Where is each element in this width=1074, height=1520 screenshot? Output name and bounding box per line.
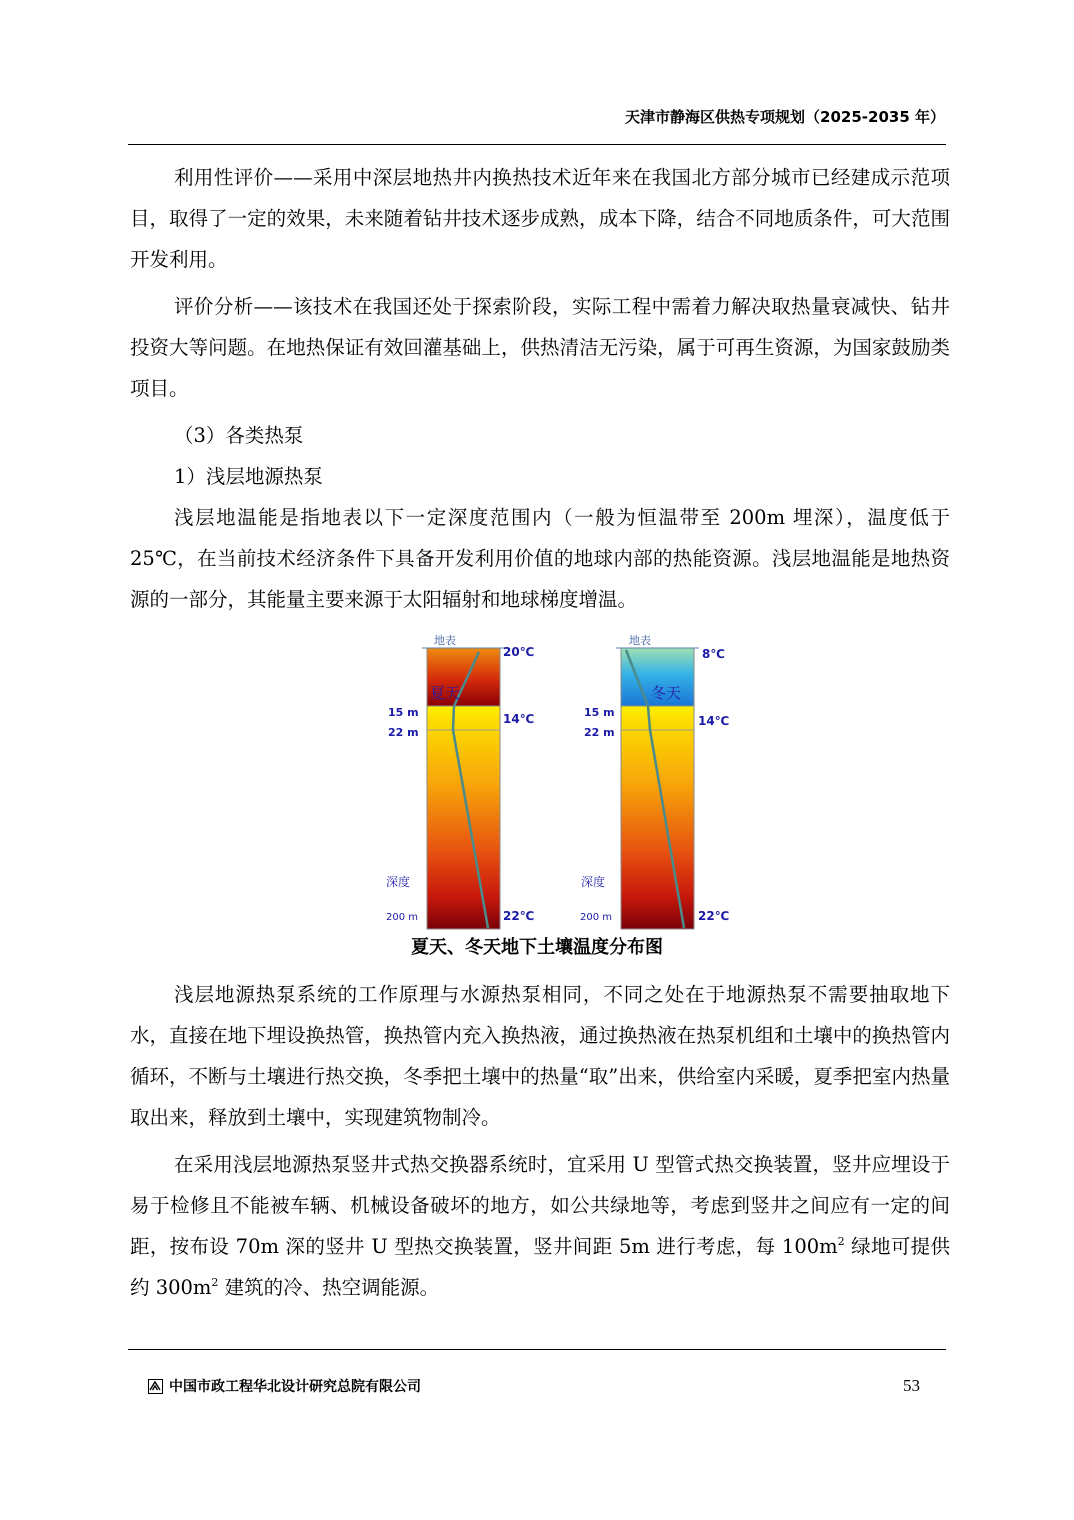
footer-rule	[128, 1349, 946, 1350]
header-rule	[128, 144, 946, 145]
summer-depth-200: 200 m	[386, 912, 419, 923]
figure-caption: 夏天、冬天地下土壤温度分布图	[411, 937, 663, 958]
footer-organization	[148, 1376, 421, 1396]
winter-depth-15: 15 m	[584, 706, 615, 719]
summer-surface-label: 地表	[434, 634, 456, 647]
subsection-heading-shallow: 1）浅层地源热泵	[174, 465, 323, 488]
paragraph-evaluation: 评价分析——该技术在我国还处于探索阶段，实际工程中需着力解决取热量衰减快、钻井投资大等问题。在地热保证有效回灌基础上，供热清洁无污染，属于可再生资源，为国家鼓励类项目。	[130, 295, 950, 400]
winter-surface-label: 地表	[629, 634, 651, 647]
paragraph-utilization: 利用性评价——采用中深层地热井内换热技术近年来在我国北方部分城市已经建成示范项目，取得了一定的效果，未来随着钻井技术逐步成熟，成本下降，结合不同地质条件，可大范围开发利用。	[130, 166, 950, 271]
footer-org-name: 中国市政工程华北设计研究总院有限公司	[169, 1379, 421, 1395]
vertical-well-text-3: 建筑的冷、热空调能源。	[218, 1276, 440, 1299]
superscript-2a: 2	[837, 1235, 845, 1248]
summer-temp-14: 14℃	[503, 712, 535, 726]
winter-surface-temp: 8℃	[702, 647, 725, 661]
paragraph-principle: 浅层地源热泵系统的工作原理与水源热泵相同，不同之处在于地源热泵不需要抽取地下水，直接在地下埋设换热管，换热管内充入换热液，通过换热液在热泵机组和土壤中的换热管内循环，不断与土壤进行热交换，冬季把土壤中的热量“取”出来，供给室内采暖，夏季把室内热量取出来，释放到土壤中，实现建筑物制冷。	[130, 983, 950, 1129]
section-heading-heat-pumps: （3）各类热泵	[174, 424, 304, 447]
summer-bottom-temp: 22℃	[503, 909, 535, 923]
soil-temperature-figure	[380, 626, 740, 936]
page-header-title: 天津市静海区供热专项规划（2025-2035 年）	[625, 108, 945, 126]
winter-depth-200: 200 m	[580, 912, 613, 923]
summer-season-label: 夏天	[430, 684, 461, 702]
winter-depth-22: 22 m	[584, 726, 615, 739]
summer-depth-22: 22 m	[388, 726, 419, 739]
summer-surface-temp: 20℃	[503, 645, 535, 659]
winter-bottom-temp: 22℃	[698, 909, 730, 923]
vertical-well-text-2: 绿地可提供约 300m	[130, 1235, 950, 1299]
company-logo-icon	[148, 1379, 163, 1394]
body-bottom	[130, 974, 950, 1314]
paragraph-vertical-well	[130, 1144, 950, 1308]
vertical-well-text-1: 在采用浅层地源热泵竖井式热交换器系统时，宜采用 U 型管式热交换装置，竖井应埋设于易于检修且不能被车辆、机械设备破坏的地方，如公共绿地等，考虑到竖井之间应有一定的间距，按布设 70m 深的竖井 U 型热交换装置，竖井间距 5m 进行考虑，每 100m	[130, 1153, 950, 1258]
body-top	[130, 157, 950, 626]
winter-season-label: 冬天	[651, 684, 682, 702]
superscript-2b: 2	[211, 1276, 219, 1289]
winter-depth-label: 深度	[581, 875, 606, 889]
page-number: 53	[903, 1376, 920, 1395]
paragraph-shallow-energy: 浅层地温能是指地表以下一定深度范围内（一般为恒温带至 200m 埋深），温度低于 25℃，在当前技术经济条件下具备开发利用价值的地球内部的热能资源。浅层地温能是地热资源的一部分，其能量主要来源于太阳辐射和地球梯度增温。	[130, 506, 950, 611]
winter-temp-14: 14℃	[698, 714, 730, 728]
summer-depth-15: 15 m	[388, 706, 419, 719]
summer-depth-label: 深度	[386, 875, 411, 889]
